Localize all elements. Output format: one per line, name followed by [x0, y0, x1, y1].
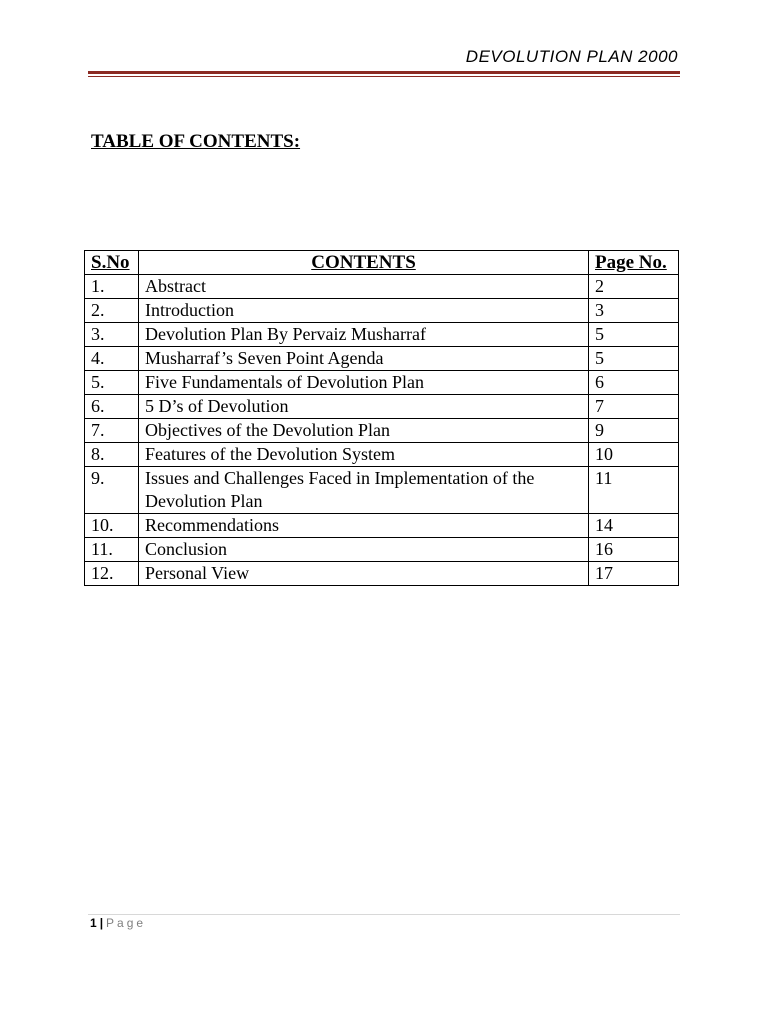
toc-table — [84, 250, 679, 586]
toc-content: Personal View — [139, 562, 589, 586]
page-label: Page — [106, 916, 147, 930]
toc-row — [85, 323, 679, 347]
footer-separator: | — [99, 916, 104, 930]
toc-page: 9 — [589, 419, 679, 443]
toc-sno: 10. — [85, 514, 139, 538]
toc-content: Issues and Challenges Faced in Implementation of the Devolution Plan — [139, 467, 589, 514]
header-rule — [88, 71, 680, 74]
toc-page: 3 — [589, 299, 679, 323]
toc-page: 11 — [589, 467, 679, 514]
toc-sno: 11. — [85, 538, 139, 562]
toc-row — [85, 299, 679, 323]
toc-sno: 9. — [85, 467, 139, 514]
toc-page: 2 — [589, 275, 679, 299]
toc-page: 16 — [589, 538, 679, 562]
toc-sno: 7. — [85, 419, 139, 443]
toc-row — [85, 538, 679, 562]
toc-row — [85, 562, 679, 586]
toc-row — [85, 467, 679, 514]
toc-sno: 3. — [85, 323, 139, 347]
toc-content: 5 D’s of Devolution — [139, 395, 589, 419]
toc-page: 7 — [589, 395, 679, 419]
toc-sno: 5. — [85, 371, 139, 395]
toc-heading: TABLE OF CONTENTS: — [91, 131, 301, 152]
sno-column-header: S.No — [85, 251, 139, 275]
toc-sno: 2. — [85, 299, 139, 323]
toc-row — [85, 443, 679, 467]
toc-content: Objectives of the Devolution Plan — [139, 419, 589, 443]
toc-sno: 4. — [85, 347, 139, 371]
toc-sno: 8. — [85, 443, 139, 467]
toc-sno: 6. — [85, 395, 139, 419]
toc-row — [85, 275, 679, 299]
toc-content: Musharraf’s Seven Point Agenda — [139, 347, 589, 371]
toc-row — [85, 395, 679, 419]
toc-sno: 12. — [85, 562, 139, 586]
toc-content: Abstract — [139, 275, 589, 299]
page-number: 1 — [90, 916, 97, 930]
toc-content: Recommendations — [139, 514, 589, 538]
toc-header-row — [85, 251, 679, 275]
footer-rule — [88, 914, 680, 915]
toc-page: 5 — [589, 323, 679, 347]
toc-content: Features of the Devolution System — [139, 443, 589, 467]
running-header-title: DEVOLUTION PLAN 2000 — [465, 47, 678, 66]
toc-content: Introduction — [139, 299, 589, 323]
toc-page: 5 — [589, 347, 679, 371]
toc-content: Five Fundamentals of Devolution Plan — [139, 371, 589, 395]
toc-content: Devolution Plan By Pervaiz Musharraf — [139, 323, 589, 347]
toc-page: 6 — [589, 371, 679, 395]
toc-row — [85, 419, 679, 443]
header-rule-thin — [88, 76, 680, 77]
contents-column-header: CONTENTS — [139, 251, 589, 275]
toc-page: 10 — [589, 443, 679, 467]
toc-row — [85, 514, 679, 538]
toc-content: Conclusion — [139, 538, 589, 562]
toc-row — [85, 371, 679, 395]
toc-page: 17 — [589, 562, 679, 586]
toc-row — [85, 347, 679, 371]
toc-page: 14 — [589, 514, 679, 538]
toc-sno: 1. — [85, 275, 139, 299]
page-footer — [90, 916, 146, 930]
page-column-header: Page No. — [589, 251, 679, 275]
